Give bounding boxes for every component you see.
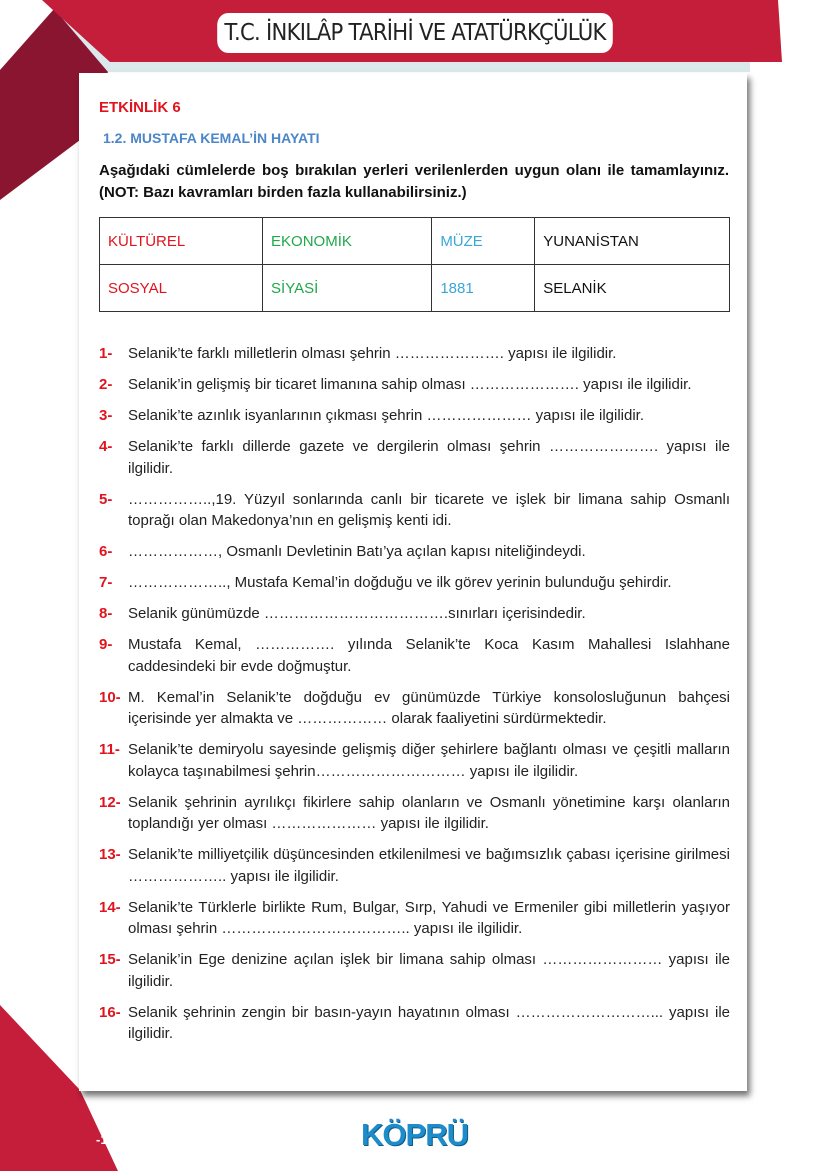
section-title: 1.2. MUSTAFA KEMAL’İN HAYATI xyxy=(103,130,320,146)
book-title: T.C. İNKILÂP TARİHİ VE ATATÜRKÇÜLÜK xyxy=(217,13,613,53)
question-number: 13- xyxy=(99,846,121,863)
kopru-logo xyxy=(352,1118,477,1160)
question-text: Selanik’te azınlık isyanlarının çıkması şehrin ………………… yapısı ile ilgilidir. xyxy=(128,407,645,424)
question-text: Selanik’te farklı milletlerin olması şehrin …………………. yapısı ile ilgilidir. xyxy=(128,345,617,362)
question-text: Selanik’in Ege denizine açılan işlek bir limana sahip olması …………………… yapısı ile ilgilidir. xyxy=(128,951,730,990)
table-row xyxy=(100,265,730,312)
question-text: Selanik’te demiryolu sayesinde gelişmiş diğer şehirlere bağlantı olması ve çeşitli malların kolayca taşınabilmesi şehrin………………………… yapısı ile ilgilidir. xyxy=(128,741,730,780)
question-text: M. Kemal’in Selanik’te doğduğu ev günümüzde Türkiye konsolosluğunun bahçesi içerisinde yer almakta ve ……………… olarak faaliyetini sürdürmektedir. xyxy=(128,688,730,727)
question-number: 5- xyxy=(99,490,113,508)
question-text: Selanik’in gelişmiş bir ticaret limanına sahip olması …………………. yapısı ile ilgilidir. xyxy=(128,376,692,393)
question-item xyxy=(99,844,730,887)
question-number: 7- xyxy=(99,574,113,591)
question-item xyxy=(99,603,730,625)
word-cell: 1881 xyxy=(432,265,535,312)
question-text: ………………, Osmanlı Devletinin Batı’ya açılan kapısı niteliğindeydi. xyxy=(128,543,586,560)
question-text: Mustafa Kemal, ……………. yılında Selanik’te Koca Kasım Mahallesi Islahhane caddesindeki bir evde doğmuştur. xyxy=(128,636,730,675)
question-number: 10- xyxy=(99,688,121,706)
question-item xyxy=(99,792,730,835)
question-number: 14- xyxy=(99,898,121,916)
worksheet-card xyxy=(79,73,747,1091)
activity-label: ETKİNLİK 6 xyxy=(99,99,181,116)
question-item xyxy=(99,1002,730,1045)
word-cell: EKONOMİK xyxy=(263,218,432,265)
word-cell: MÜZE xyxy=(432,218,535,265)
word-cell: SELANİK xyxy=(535,265,730,312)
word-bank-table xyxy=(99,217,730,312)
question-item xyxy=(99,687,730,730)
question-text: Selanik’te Türklerle birlikte Rum, Bulgar, Sırp, Yahudi ve Ermeniler gibi milletlerin yaşıyor olması şehrin ……………………………….. yapısı ile ilgilidir. xyxy=(128,898,730,937)
word-cell: KÜLTÜREL xyxy=(100,218,263,265)
page-number: -10- xyxy=(96,1132,120,1147)
question-text: Selanik şehrinin ayrılıkçı fikirlere sahip olanların ve Osmanlı yönetimine karşı olanların toplandığı yer olması ………………… yapısı ile ilgilidir. xyxy=(128,793,730,832)
question-text: ……………….., Mustafa Kemal’in doğduğu ve ilk görev yerinin bulunduğu şehirdir. xyxy=(128,574,672,591)
question-text: Selanik’te farklı dillerde gazete ve dergilerin olması şehrin …………………. yapısı ile ilgilidir. xyxy=(128,438,730,477)
question-number: 3- xyxy=(99,407,113,424)
question-item xyxy=(99,436,730,479)
question-number: 1- xyxy=(99,345,113,362)
question-item xyxy=(99,634,730,677)
question-item xyxy=(99,374,730,396)
question-item xyxy=(99,572,730,594)
question-number: 11- xyxy=(99,741,120,758)
question-number: 15- xyxy=(99,951,121,968)
question-number: 9- xyxy=(99,636,113,653)
question-number: 2- xyxy=(99,376,113,393)
question-number: 4- xyxy=(99,438,113,455)
question-item xyxy=(99,541,730,563)
question-list xyxy=(99,343,730,1054)
word-cell: YUNANİSTAN xyxy=(535,218,730,265)
question-text: Selanik’te milliyetçilik düşüncesinden etkilenilmesi ve bağımsızlık çabası içerisine girilmesi ……………….. yapısı ile ilgilidir. xyxy=(128,846,730,885)
question-number: 12- xyxy=(99,793,121,811)
question-text: ……………..,19. Yüzyıl sonlarında canlı bir ticarete ve işlek bir limana sahip Osmanlı toprağı olan Makedonya’nın en gelişmiş kenti idi. xyxy=(128,490,730,529)
question-item xyxy=(99,949,730,992)
question-item xyxy=(99,897,730,940)
question-number: 16- xyxy=(99,1003,121,1021)
question-text: Selanik günümüzde ……………………………….sınırları içerisindedir. xyxy=(128,605,586,622)
logo-wordmark: KÖPRÜ xyxy=(361,1117,468,1152)
instruction: Aşağıdaki cümlelerde boş bırakılan yerleri verilenlerden uygun olanı ile tamamlayınız. (NOT: Bazı kavramları birden fazla kullanabilirsiniz.) xyxy=(99,162,729,201)
question-number: 8- xyxy=(99,605,113,622)
question-item xyxy=(99,405,730,427)
word-cell: SOSYAL xyxy=(100,265,263,312)
question-item xyxy=(99,489,730,532)
question-text: Selanik şehrinin zengin bir basın-yayın hayatının olması ………………………... yapısı ile ilgilidir. xyxy=(128,1003,730,1042)
question-item xyxy=(99,343,730,365)
question-item xyxy=(99,739,730,782)
table-row xyxy=(100,218,730,265)
word-cell: SİYASİ xyxy=(263,265,432,312)
question-number: 6- xyxy=(99,543,113,560)
